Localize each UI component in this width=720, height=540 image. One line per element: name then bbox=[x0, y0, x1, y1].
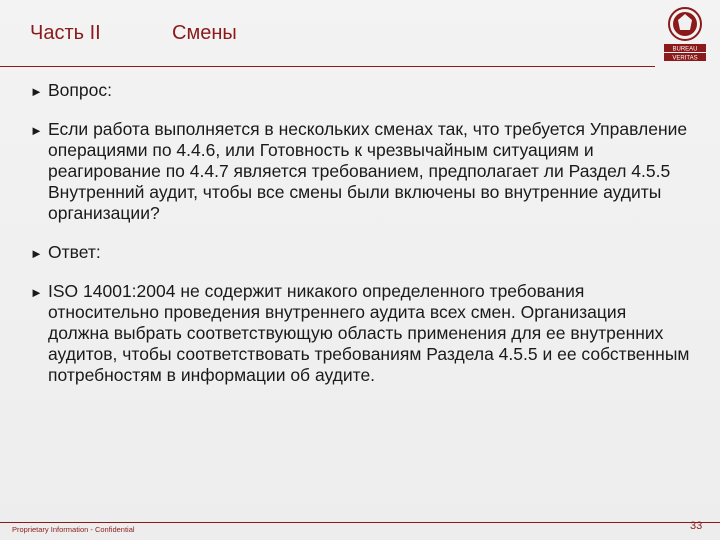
answer-heading-item bbox=[30, 242, 690, 263]
slide-content bbox=[30, 80, 690, 386]
logo-icon bbox=[660, 6, 710, 64]
triangle-bullet-icon: ► bbox=[30, 285, 43, 300]
question-heading-item bbox=[30, 80, 690, 101]
part-label: Часть II bbox=[30, 22, 101, 44]
answer-heading: Ответ: bbox=[48, 242, 101, 262]
logo-text-bottom: VERITAS bbox=[672, 55, 698, 62]
triangle-bullet-icon: ► bbox=[30, 84, 43, 99]
confidential-notice: Proprietary Information - Confidential bbox=[12, 525, 135, 534]
question-text-item bbox=[30, 119, 690, 224]
answer-text: ISO 14001:2004 не содержит никакого определенного требования относительно проведения внутреннего аудита всех смен. Организация должна выбрать соответствующую область применения для ее внутренних аудитов, чтобы соответствовать требованиям Раздела 4.5.5 и ее собственным потребностям в информации об аудите. bbox=[48, 281, 690, 385]
answer-text-item bbox=[30, 281, 690, 386]
footer-divider bbox=[0, 522, 720, 523]
triangle-bullet-icon: ► bbox=[30, 246, 43, 261]
slide-header bbox=[0, 0, 720, 72]
triangle-bullet-icon: ► bbox=[30, 123, 43, 138]
slide-title: Смены bbox=[172, 22, 237, 44]
page-number: 33 bbox=[690, 520, 703, 532]
question-heading: Вопрос: bbox=[48, 80, 112, 100]
bureau-veritas-logo bbox=[660, 6, 710, 64]
logo-text-top: BUREAU bbox=[672, 46, 698, 53]
question-text: Если работа выполняется в нескольких сменах так, что требуется Управление операциями по 4.4.6, или Готовность к чрезвычайным ситуациям и реагирование по 4.4.7 является требованием, предполагает ли Раздел 4.5.5 Внутренний аудит, чтобы все смены были включены во внутренние аудиты организации? bbox=[48, 119, 688, 223]
header-divider bbox=[0, 66, 655, 67]
